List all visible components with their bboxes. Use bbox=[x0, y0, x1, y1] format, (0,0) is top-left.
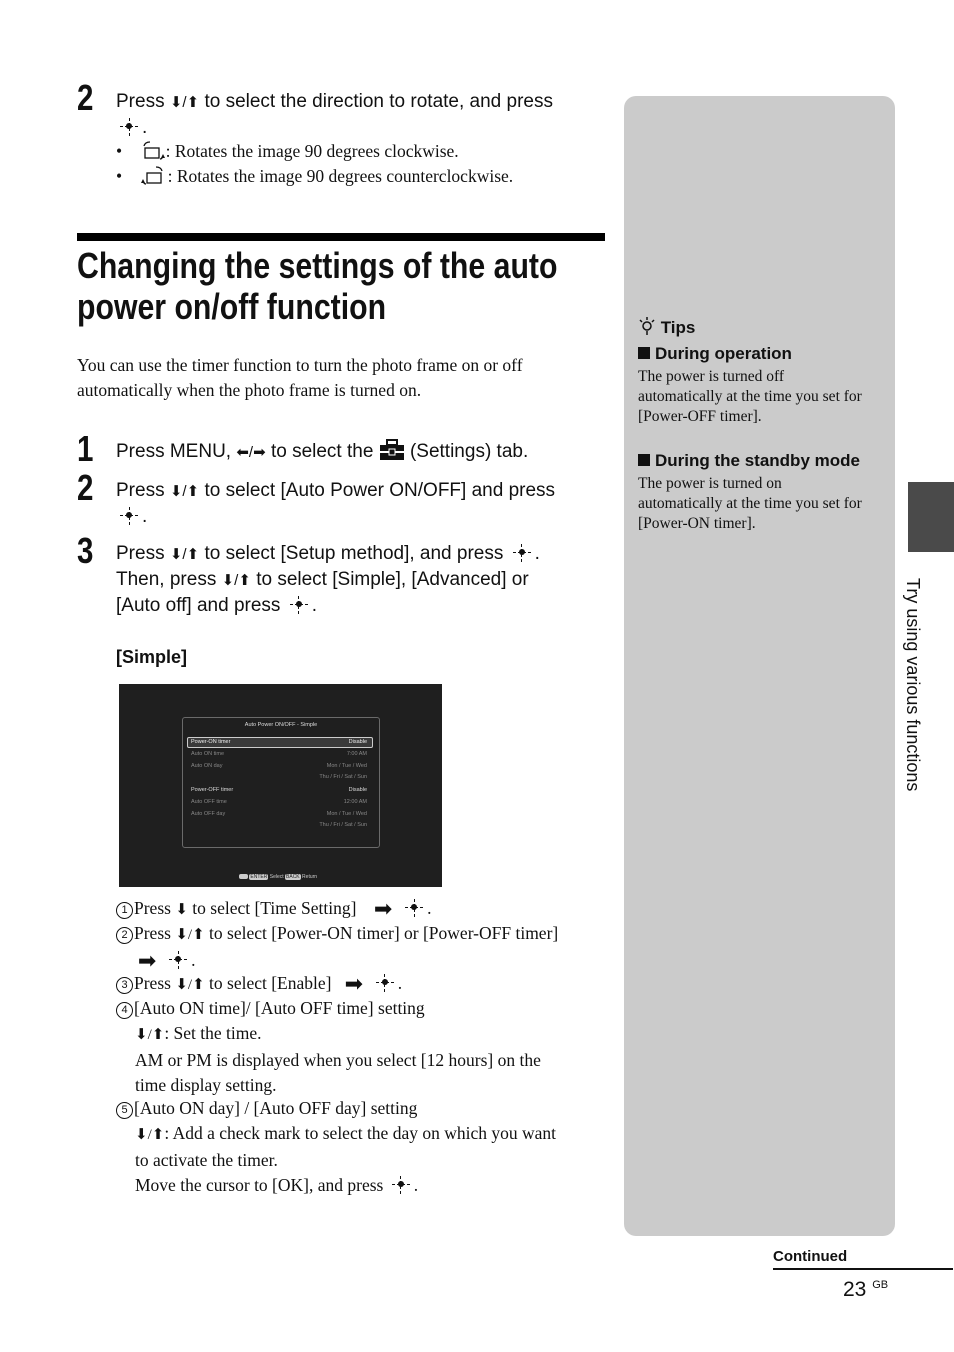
step-1-text: Press MENU, ⬅/➡ to select the (Settings) tab. bbox=[116, 441, 529, 462]
circled-number: 3 bbox=[116, 977, 133, 994]
step-number: 1 bbox=[77, 428, 94, 469]
side-label: Try using various functions bbox=[903, 578, 923, 792]
down-up-arrow-icon: ⬇/⬆ bbox=[135, 1027, 165, 1043]
substep-2: 2 Press ⬇/⬆ to select [Power-ON timer] or [Power-OFF timer] ➡ . bbox=[116, 921, 616, 973]
page-number: 23 $^{GB}$ bbox=[843, 1278, 889, 1301]
footer-rule bbox=[773, 1268, 953, 1270]
circled-number: 5 bbox=[116, 1102, 133, 1119]
row-value: 12:00 AM bbox=[343, 799, 367, 805]
rotate-step-text: Press ⬇/⬆ to select the direction to rotate, and press . bbox=[116, 91, 553, 138]
settings-toolbox-icon bbox=[379, 439, 405, 461]
row-value: Disable bbox=[348, 787, 367, 793]
region-code: GB bbox=[872, 1279, 889, 1291]
down-arrow-icon: ⬇ bbox=[175, 902, 188, 918]
right-arrow-icon: ➡ bbox=[373, 896, 393, 921]
simple-label: [Simple] bbox=[116, 647, 188, 667]
down-up-arrow-icon: ⬇/⬆ bbox=[135, 1127, 165, 1143]
tip-heading: During the standby mode bbox=[638, 451, 888, 471]
lightbulb-icon bbox=[638, 316, 656, 336]
tips-sidebar bbox=[624, 96, 895, 1236]
enter-button-icon bbox=[401, 899, 427, 917]
row-label: Auto ON day bbox=[191, 763, 223, 769]
row-label: Power-ON timer bbox=[191, 739, 231, 745]
square-bullet-icon bbox=[638, 454, 650, 466]
row-label: Auto ON time bbox=[191, 751, 225, 757]
circled-number: 2 bbox=[116, 927, 133, 944]
row-value: Mon / Tue / Wed bbox=[326, 763, 367, 769]
screen-title: Auto Power ON/OFF - Simple bbox=[244, 722, 318, 728]
rotate-clockwise-icon bbox=[140, 140, 166, 162]
row-value: Thu / Fri / Sat / Sun bbox=[319, 822, 367, 828]
down-up-arrow-icon: ⬇/⬆ bbox=[221, 572, 251, 589]
step-2-text: Press ⬇/⬆ to select [Auto Power ON/OFF] and press . bbox=[116, 480, 556, 527]
square-bullet-icon bbox=[638, 347, 650, 359]
enter-button-icon bbox=[116, 507, 142, 525]
right-arrow-icon: ➡ bbox=[344, 971, 364, 996]
circled-number: 4 bbox=[116, 1002, 133, 1019]
down-up-arrow-icon: ⬇/⬆ bbox=[169, 94, 200, 111]
tip-heading: During operation bbox=[638, 344, 888, 364]
row-value: Mon / Tue / Wed bbox=[326, 811, 367, 817]
tip-body: The power is turned off automatically at the time you set for [Power-OFF timer]. bbox=[638, 368, 862, 425]
enter-button-icon bbox=[509, 544, 535, 562]
navigation-keys-icon bbox=[239, 874, 248, 879]
section-intro: You can use the timer function to turn the photo frame on or off automatically when the photo frame is turned on. bbox=[77, 355, 523, 400]
bullet-counterclockwise: • : Rotates the image 90 degrees counterclockwise. bbox=[116, 166, 514, 186]
enter-button-icon bbox=[388, 1176, 414, 1194]
substep-5: 5 [Auto ON day] / [Auto OFF day] setting ⬇/⬆: Add a check mark to select the day on which you want to activate the timer. Move the cursor to [OK], and press . bbox=[116, 1096, 616, 1198]
enter-button-icon bbox=[116, 118, 142, 136]
substep-3: 3 Press ⬇/⬆ to select [Enable] ➡ . bbox=[116, 971, 616, 998]
continued-label: Continued bbox=[773, 1248, 848, 1265]
enter-button-icon bbox=[165, 951, 191, 969]
row-label: Power-OFF timer bbox=[191, 787, 234, 793]
settings-panel bbox=[182, 717, 380, 848]
down-up-arrow-icon: ⬇/⬆ bbox=[175, 927, 205, 943]
row-label: Auto OFF time bbox=[191, 799, 227, 805]
section-rule bbox=[77, 233, 605, 241]
substep-4: 4 [Auto ON time]/ [Auto OFF time] setting ⬇/⬆: Set the time. AM or PM is displayed when you select [12 hours] on the time display setting. bbox=[116, 996, 616, 1098]
step-3-text: Press ⬇/⬆ to select [Setup method], and press . Then, press ⬇/⬆ to select [Simple], [Advanced] or [Auto off] and press . bbox=[116, 543, 540, 616]
substep-1: 1 Press ⬇ to select [Time Setting] ➡ . bbox=[116, 896, 616, 923]
tips-box bbox=[638, 316, 888, 534]
rotate-counterclockwise-icon bbox=[140, 165, 168, 187]
enter-button-icon bbox=[286, 596, 312, 614]
row-value: Disable bbox=[348, 739, 367, 745]
right-arrow-icon: ➡ bbox=[137, 948, 157, 973]
circled-number: 1 bbox=[116, 902, 133, 919]
section-thumb-tab bbox=[908, 482, 954, 552]
back-key-badge: BACK bbox=[286, 874, 300, 880]
left-right-arrow-icon: ⬅/➡ bbox=[236, 444, 266, 461]
step-number: 2 bbox=[77, 77, 94, 118]
bullet-clockwise: • : Rotates the image 90 degrees clockwise. bbox=[116, 141, 459, 161]
step-number: 2 bbox=[77, 467, 94, 508]
simple-settings-screenshot bbox=[119, 684, 442, 887]
tips-title: Tips bbox=[660, 318, 696, 337]
tip-body: The power is turned on automatically at the time you set for [Power-ON timer]. bbox=[638, 475, 862, 532]
row-label: Auto OFF day bbox=[191, 811, 226, 817]
down-up-arrow-icon: ⬇/⬆ bbox=[175, 977, 205, 993]
rotate-bullets bbox=[116, 139, 606, 189]
screen-footer: ENTER Select BACK Return bbox=[239, 874, 317, 880]
enter-button-icon bbox=[372, 974, 398, 992]
down-up-arrow-icon: ⬇/⬆ bbox=[169, 483, 200, 500]
row-value: 7:00 AM bbox=[346, 751, 367, 757]
section-title: Changing the settings of the auto power on/off function bbox=[77, 245, 558, 327]
row-value: Thu / Fri / Sat / Sun bbox=[319, 774, 367, 780]
down-up-arrow-icon: ⬇/⬆ bbox=[169, 546, 200, 563]
enter-key-badge: ENTER bbox=[250, 874, 268, 880]
step-number: 3 bbox=[77, 530, 94, 571]
